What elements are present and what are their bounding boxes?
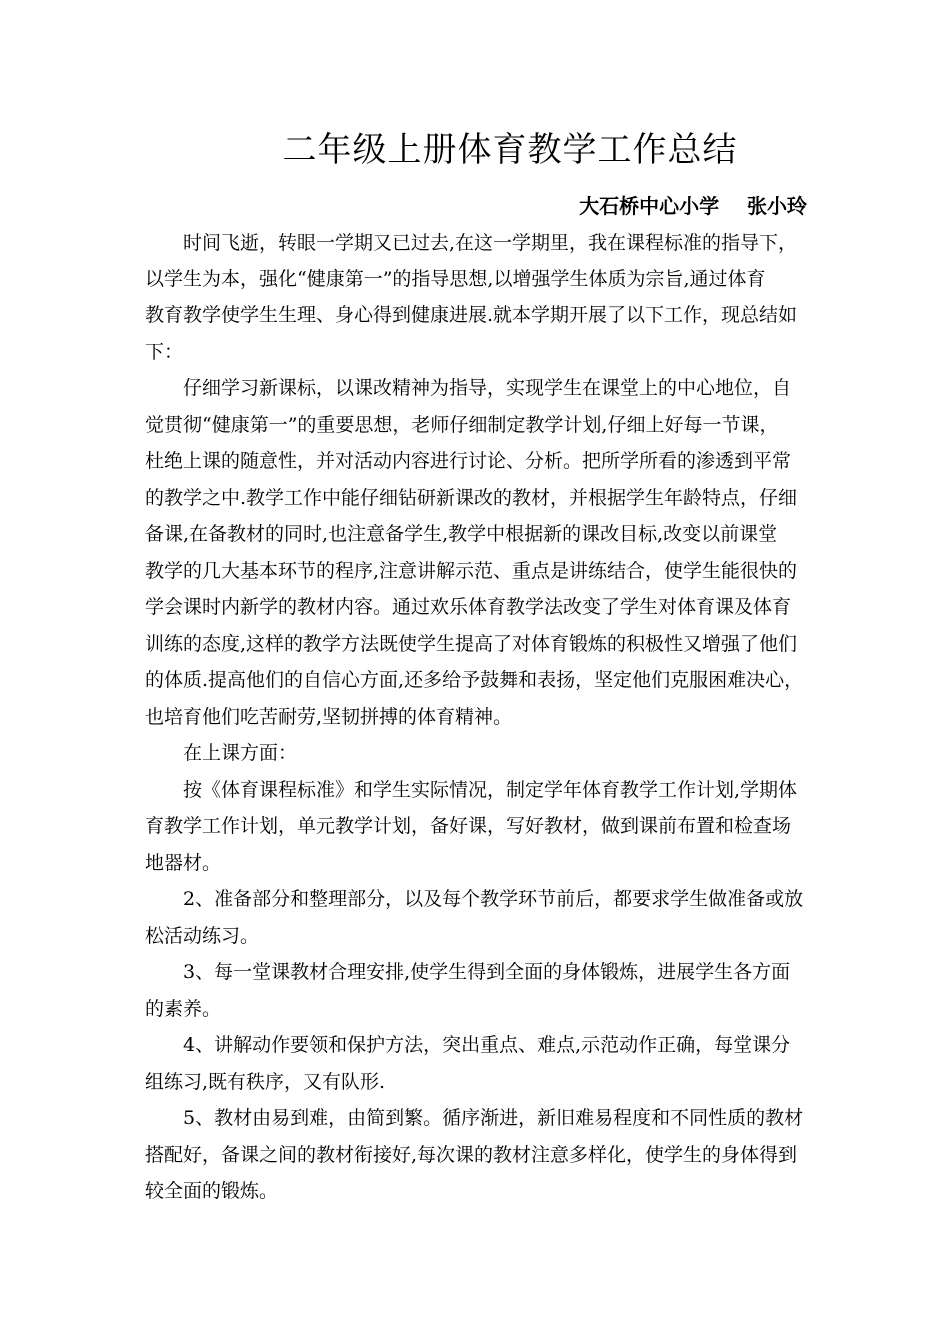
paragraph-line: 时间飞逝，转眼一学期又已过去,在这一学期里，我在课程标准的指导下，: [183, 232, 798, 254]
paragraph-line: 4、讲解动作要领和保护方法，突出重点、难点,示范动作正确，每堂课分: [183, 1034, 791, 1056]
paragraph-line: 训练的态度,这样的教学方法既使学生提高了对体育锻炼的积极性又增强了他们: [145, 633, 798, 655]
paragraph-line: 组练习,既有秩序，又有队形.: [145, 1071, 386, 1093]
paragraph-line: 搭配好，备课之间的教材衔接好,每次课的教材注意多样化，使学生的身体得到: [145, 1144, 798, 1166]
paragraph-line: 3、每一堂课教材合理安排,使学生得到全面的身体锻炼，进展学生各方面: [183, 961, 791, 983]
author-byline: 大石桥中心小学 张小玲: [579, 194, 807, 218]
paragraph-line: 5、教材由易到难，由简到繁。循序渐进，新旧难易程度和不同性质的教材: [183, 1107, 804, 1129]
paragraph-line: 较全面的锻炼。: [145, 1180, 279, 1202]
paragraph-line: 育教学工作计划，单元教学计划，备好课，写好教材，做到课前布置和检查场: [145, 815, 792, 837]
paragraph-line: 仔细学习新课标，以课改精神为指导，实现学生在课堂上的中心地位，自: [183, 377, 792, 399]
paragraph-line: 松活动练习。: [145, 925, 260, 947]
paragraph-line: 的素养。: [145, 998, 222, 1020]
paragraph-line: 的体质.提高他们的自信心方面,还多给予鼓舞和表扬，坚定他们克服困难决心，: [145, 669, 804, 691]
paragraph-line: 的教学之中.教学工作中能仔细钻研新课改的教材，并根据学生年龄特点，仔细: [145, 487, 798, 509]
paragraph-line: 觉贯彻“健康第一”的重要思想，老师仔细制定教学计划,仔细上好每一节课，: [145, 414, 779, 436]
document-title: 二年级上册体育教学工作总结: [282, 130, 738, 170]
paragraph-line: 下：: [145, 341, 184, 363]
paragraph-line: 地器材。: [145, 852, 222, 874]
paragraph-line: 也培育他们吃苦耐劳,坚韧拼搏的体育精神。: [145, 706, 513, 728]
paragraph-line: 备课,在备教材的同时,也注意备学生,教学中根据新的课改目标,改变以前课堂: [145, 523, 778, 545]
paragraph-line: 教学的几大基本环节的程序,注意讲解示范、重点是讲练结合，使学生能很快的: [145, 560, 798, 582]
paragraph-line: 2、准备部分和整理部分，以及每个教学环节前后，都要求学生做准备或放: [183, 888, 804, 910]
paragraph-line: 以学生为本，强化“健康第一”的指导思想,以增强学生体质为宗旨,通过体育: [145, 268, 766, 290]
paragraph-line: 按《体育课程标准》和学生实际情况，制定学年体育教学工作计划,学期体: [183, 779, 798, 801]
paragraph-line: 教育教学使学生生理、身心得到健康进展.就本学期开展了以下工作，现总结如: [145, 304, 798, 326]
section-heading: 在上课方面：: [183, 742, 298, 764]
paragraph-line: 杜绝上课的随意性，并对活动内容进行讨论、分析。把所学所看的渗透到平常: [145, 450, 792, 472]
paragraph-line: 学会课时内新学的教材内容。通过欢乐体育教学法改变了学生对体育课及体育: [145, 596, 792, 618]
